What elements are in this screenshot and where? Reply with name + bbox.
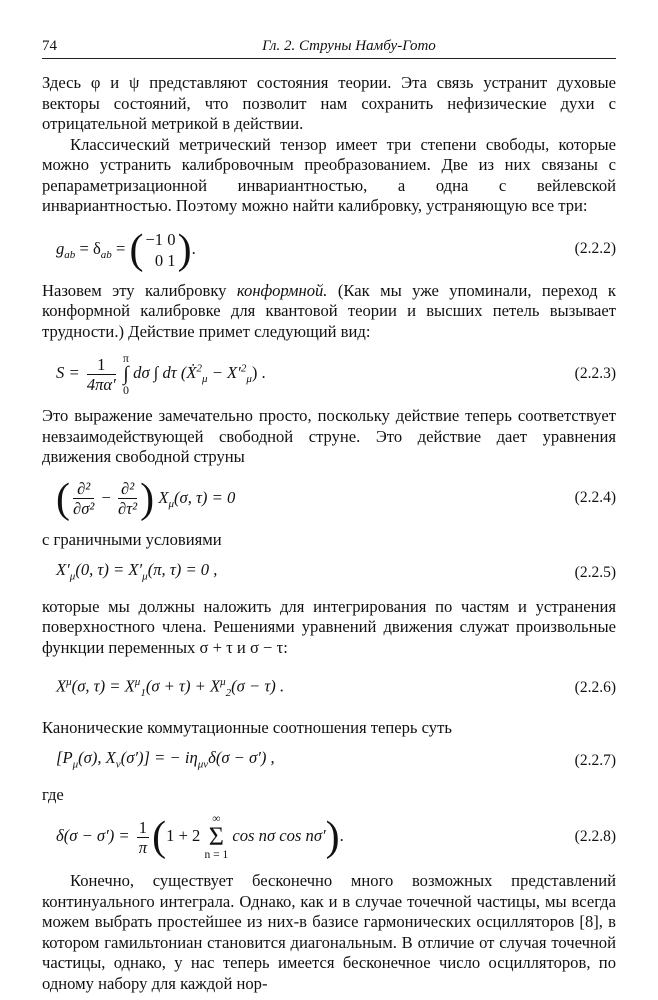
- emphasis: конформной.: [236, 280, 328, 300]
- paragraph: Канонические коммутационные соотношения теперь суть: [42, 717, 452, 737]
- equation-2-2-2: [42, 226, 616, 273]
- equation-body: [$P_\mu(\sigma)$, $X_\nu(\sigma')$] = − $i\eta_{\mu\nu}\delta(\sigma - \sigma')$ ,: [56, 748, 275, 771]
- paragraph: Классический метрический тензор имеет три степени свободы, которые можно устранить калибровочным преобразованием. Две из них связаны с репараметризационной инвариантностью, а одна с вейлевской инвариантностью. Поэтому можно найти калибровку, устраняющую все три:: [42, 134, 616, 215]
- equation-number: (2.2.7): [574, 752, 616, 770]
- equation-body: S = $\frac{1}{4\pi\alpha'}$ π ∫ 0 dσ ∫ dτ (Ẋ$^2_\mu$ − $X'^2_\mu$) .: [56, 351, 266, 397]
- equation-2-2-7: [42, 748, 616, 775]
- paragraph: Здесь φ и ψ представляют состояния теории. Эта связь устранит духовые векторы состояний, что позволит нам сохранить нефизические духи с отрицательной метрикой в действии.: [42, 73, 616, 133]
- equation-body: ( $\frac{\text{∂²}}{\text{∂σ²}}$ − $\frac{\text{∂²}}{\text{∂τ²}}$ ) $X_\mu(\sigma$, τ) = 0: [56, 475, 236, 522]
- page-number: 74: [42, 38, 57, 54]
- equation-number: (2.2.8): [574, 828, 616, 846]
- paragraph: с граничными условиями: [42, 529, 222, 549]
- equation-body: $X^\mu(\sigma$, $\tau) = X^\mu_1(\sigma + \tau) + X^\mu_2(\sigma - \tau)$ .: [56, 676, 285, 700]
- equation-number: (2.2.3): [574, 364, 616, 382]
- paragraph: Конечно, существует бесконечно много возможных представлений континуального интеграла. Однако, как и в случае точечной частицы, мы всегда можем выбрать простейшее из них-в базисе гармонических осцилляторов [8], в котором гамильтониан становится диагональным. В отличие от случая точечной частицы, однако, у нас теперь имеется бесконечное число осцилляторов, по одному набору для каждой нор-: [42, 871, 616, 993]
- body-text: [42, 73, 616, 994]
- page: [42, 36, 616, 994]
- chapter-title: Гл. 2. Струны Намбу-Гото: [262, 38, 436, 54]
- equation-number: (2.2.2): [574, 240, 616, 258]
- equation-number: (2.2.6): [574, 678, 616, 696]
- equation-2-2-6: [42, 672, 616, 703]
- equation-2-2-3: [42, 352, 616, 396]
- equation-2-2-4: [42, 475, 616, 522]
- equation-number: (2.2.4): [574, 489, 616, 507]
- equation-body: δ(σ − σ′) = $\frac{1}{\pi}$ (1 + 2 ∞ Σ n = 1 cos nσ cos nσ′).: [56, 813, 344, 862]
- equation-body: $g_{ab} = \delta_{ab}$ = ( −1 0 0 1).: [56, 226, 196, 273]
- equation-2-2-5: [42, 560, 616, 587]
- paragraph: Назовем эту калибровку конформной. (Как мы уже упоминали, переход к конформной калибровке для квантовой теории и высших петель вызывает трудности.) Действие примет следующий вид:: [42, 280, 616, 341]
- matrix: −1 0 0 1: [145, 229, 176, 270]
- equation-number: (2.2.5): [574, 564, 616, 582]
- running-header: [42, 36, 616, 59]
- paragraph: где: [42, 784, 64, 804]
- paragraph: Это выражение замечательно просто, поскольку действие теперь соответствует невзаимодействующей свободной струне. Это действие дает уравнения движения свободной струны: [42, 406, 616, 466]
- paragraph: которые мы должны наложить для интегрирования по частям и устранения поверхностного члена. Решениями уравнений движения служат произвольные функции переменных σ + τ и σ − τ:: [42, 596, 616, 657]
- equation-2-2-8: [42, 813, 616, 861]
- equation-body: $X'_\mu(0$, $\tau) = X'_\mu(\pi$, τ) = 0 ,: [56, 560, 218, 583]
